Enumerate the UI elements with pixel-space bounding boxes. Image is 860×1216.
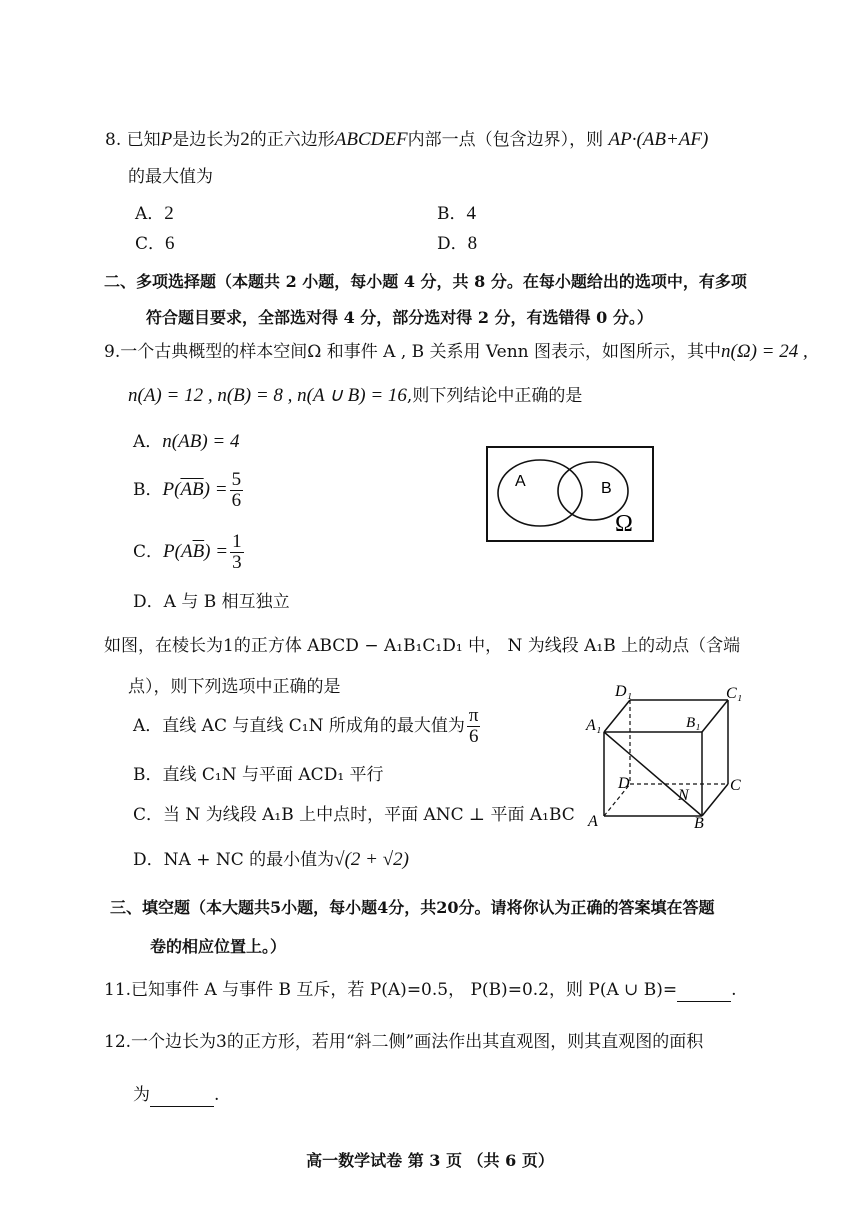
venn-label-a: A — [515, 473, 526, 490]
q10-line2: 点），则下列选项中正确的是 — [128, 677, 341, 697]
q10-line1: 如图，在棱长为1的正方体 ABCD − A₁B₁C₁D₁ 中， N 为线段 A₁B 上的动点（含端 — [104, 636, 741, 656]
q8-option-b: B．4 — [437, 203, 476, 224]
q8-option-a: A．2 — [135, 203, 174, 224]
q10-option-a: A．直线 AC 与直线 C₁N 所成角的最大值为 $\frac{\pi}{6}$ — [133, 705, 479, 747]
section3-heading: 三、填空题（本大题共5小题，每小题4分，共20分。请将你认为正确的答案填在答题 — [110, 898, 715, 917]
q9-line2: n(A) = 12 , n(B) = 8 , n(A ∪ B) = 16,则下列结论中正确的是 — [128, 385, 583, 406]
q8-option-c: C．6 — [135, 233, 175, 254]
q9-option-c: C．$P(A\overline{B})$ = $\frac{1}{3}$ — [133, 531, 242, 573]
label-b1: B₁ — [686, 715, 701, 731]
q11-answer-blank[interactable] — [677, 983, 731, 1002]
q9-line1: 9.一个古典概型的样本空间Ω 和事件 A , B 关系用 Venn 图表示，如图所示，其中n(Ω) = 24 , — [104, 341, 808, 362]
q8-line1: 8. 已知P是边长为2的正六边形ABCDEF内部一点（包含边界），则 AP·(AB+AF) — [105, 129, 709, 150]
page-footer: 高一数学试卷 第 3 页 （共 6 页） — [306, 1151, 554, 1170]
edge-a1d1 — [604, 700, 630, 732]
label-a1: A₁ — [586, 717, 602, 734]
q12-line2: 为 . — [133, 1085, 220, 1105]
q9-option-b: B．$P(\overline{AB})$ = $\frac{5}{6}$ — [133, 469, 242, 511]
venn-label-b: B — [601, 480, 612, 497]
label-b: B — [694, 815, 704, 830]
q10-option-c: C．当 N 为线段 A₁B 上中点时，平面 ANC ⊥ 平面 A₁BC — [133, 805, 575, 825]
label-c1: C₁ — [726, 685, 743, 702]
q8-line2: 的最大值为 — [128, 167, 213, 187]
q11-line: 11.已知事件 A 与事件 B 互斥，若 P(A)=0.5， P(B)=0.2，则 P(A ∪ B)= . — [104, 980, 737, 1000]
q12-number: 12. — [104, 1032, 132, 1052]
label-d1: D₁ — [615, 683, 633, 700]
q8-number: 8. — [105, 130, 122, 150]
q11-number: 11. — [104, 980, 132, 1000]
label-d: D — [618, 775, 630, 792]
label-c: C — [730, 777, 741, 794]
edge-bc — [702, 784, 728, 816]
q12-answer-blank[interactable] — [150, 1088, 214, 1107]
cube-diagram — [582, 680, 752, 830]
label-n: N — [678, 787, 689, 804]
q9-number: 9. — [104, 342, 121, 362]
q8-option-d: D．8 — [437, 233, 478, 254]
q9-option-d: D．A 与 B 相互独立 — [133, 592, 290, 612]
section2-heading-cont: 符合题目要求，全部选对得 4 分，部分选对得 2 分，有选错得 0 分。） — [146, 308, 653, 327]
venn-diagram — [485, 445, 655, 543]
q10-option-d: D．NA + NC 的最小值为√(2 + √2) — [133, 849, 409, 870]
edge-b1c1 — [702, 700, 728, 732]
section3-heading-cont: 卷的相应位置上。） — [150, 937, 287, 956]
q8-vector-expression: AP·(AB+AF) — [608, 129, 709, 150]
q12-line1: 12.一个边长为3的正方形，若用“斜二侧”画法作出其直观图，则其直观图的面积 — [104, 1032, 704, 1052]
label-a: A — [588, 813, 598, 830]
q9-option-a: A．n(AB) = 4 — [133, 431, 240, 452]
q10-option-b: B．直线 C₁N 与平面 ACD₁ 平行 — [133, 765, 384, 785]
venn-label-omega: Ω — [615, 511, 633, 537]
section2-heading: 二、多项选择题（本题共 2 小题，每小题 4 分，共 8 分。在每小题给出的选项中，有多项 — [104, 272, 747, 291]
